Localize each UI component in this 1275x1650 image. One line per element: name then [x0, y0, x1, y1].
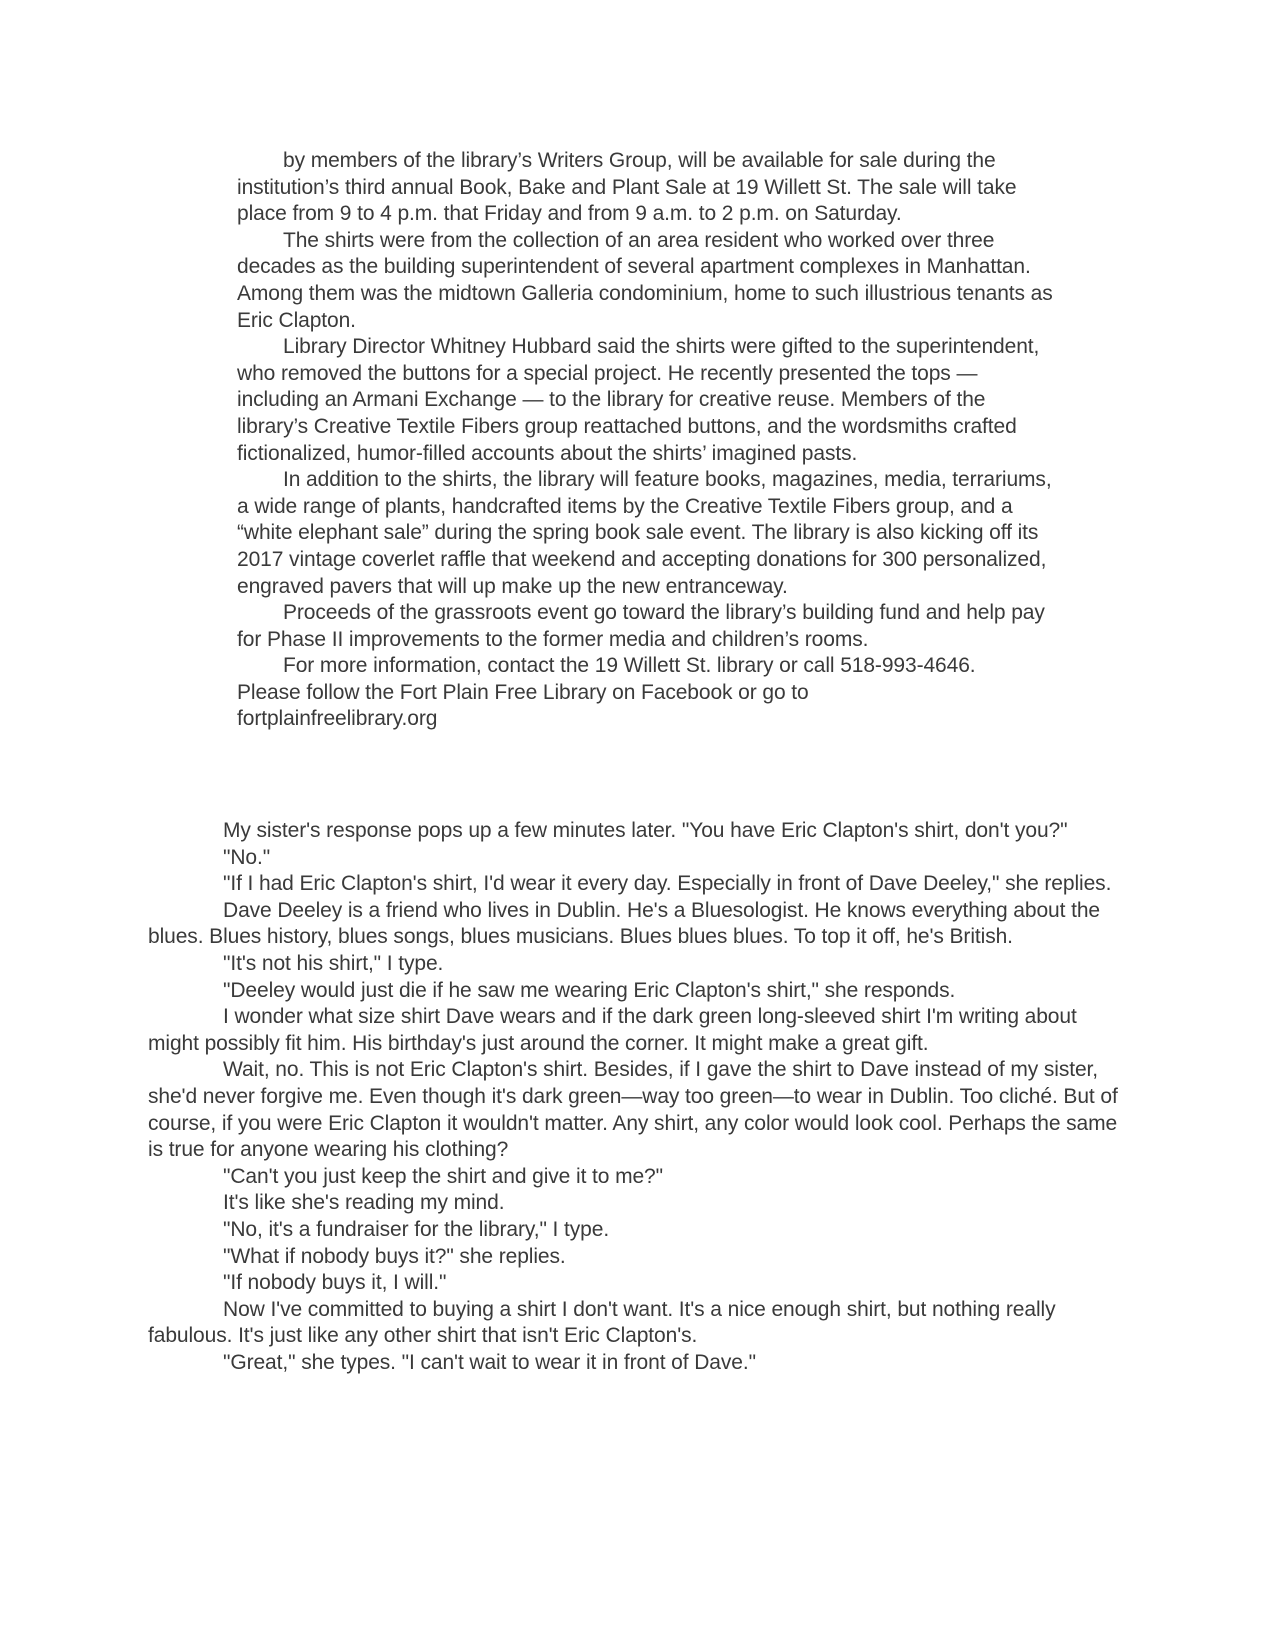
story-paragraph: Wait, no. This is not Eric Clapton's shirt. Besides, if I gave the shirt to Dave instead of my sister, she'd never forgive me. Even though it's dark green—way too green—to wear in Dublin. Too cliché. But of course, if you were Eric Clapton it wouldn't matter. Any shirt, any color would look cool. Perhaps the same is true for anyone wearing his clothing? — [148, 1058, 1118, 1162]
story-paragraph: My sister's response pops up a few minutes later. "You have Eric Clapton's shirt, don't you?" — [223, 819, 1068, 842]
article-paragraph: Proceeds of the grassroots event go toward the library’s building fund and help pay for Phase II improvements to the former media and children’s rooms. — [237, 601, 1045, 651]
story-paragraph: "If I had Eric Clapton's shirt, I'd wear it every day. Especially in front of Dave Deeley," she replies. — [223, 872, 1112, 896]
story-paragraph: "Deeley would just die if he saw me wearing Eric Clapton's shirt," she responds. — [223, 978, 956, 1002]
story-paragraph: Dave Deeley is a friend who lives in Dublin. He's a Bluesologist. He knows everything about the blues. Blues history, blues songs, blues musicians. Blues blues blues. To top it off, he's British. — [148, 898, 1100, 949]
story-paragraph: I wonder what size shirt Dave wears and if the dark green long-sleeved shirt I'm writing about might possibly fit him. His birthday's just around the corner. It might make a great gift. — [148, 1005, 1077, 1055]
news-article-excerpt — [237, 148, 1057, 733]
story-paragraph: "Can't you just keep the shirt and give it to me?" — [223, 1164, 663, 1188]
story-paragraph: "What if nobody buys it?" she replies. — [223, 1244, 566, 1268]
story-paragraph: "No, it's a fundraiser for the library," I type. — [223, 1217, 610, 1241]
article-website-line: fortplainfreelibrary.org — [237, 707, 438, 731]
article-paragraph: For more information, contact the 19 Willett St. library or call 518-993-4646. — [283, 654, 976, 678]
story-paragraph: "It's not his shirt," I type. — [223, 951, 444, 975]
article-paragraph: by members of the library’s Writers Group, will be available for sale during the institution’s third annual Book, Bake and Plant Sale at 19 Willett St. The sale will take place from 9 to 4 p.m. that Friday and from 9 a.m. to 2 p.m. on Saturday. — [237, 149, 1017, 226]
story-paragraph: "No." — [223, 845, 271, 869]
story-text — [148, 818, 1123, 1376]
article-paragraph: Library Director Whitney Hubbard said the shirts were gifted to the superintendent, who removed the buttons for a special project. He recently presented the tops — including an Armani Exchange — to the library for creative reuse. Members of the library’s Creative Textile Fibers group reattached buttons, and the wordsmiths crafted fictionalized, humor-filled accounts about the shirts’ imagined pasts. — [237, 335, 1040, 465]
article-paragraph: In addition to the shirts, the library will feature books, magazines, media, terrariums, a wide range of plants, handcrafted items by the Creative Textile Fibers group, and a “white elephant sale” during the spring book sale event. The library is also kicking off its 2017 vintage coverlet raffle that weekend and accepting donations for 300 personalized, engraved pavers that will up make up the new entranceway. — [237, 468, 1052, 598]
article-paragraph: The shirts were from the collection of an area resident who worked over three decades as the building superintendent of several apartment complexes in Manhattan. Among them was the midtown Galleria condominium, home to such illustrious tenants as Eric Clapton. — [237, 228, 1053, 332]
story-paragraph: Now I've committed to buying a shirt I don't want. It's a nice enough shirt, but nothing really fabulous. It's just like any other shirt that isn't Eric Clapton's. — [148, 1297, 1056, 1348]
story-paragraph: "If nobody buys it, I will." — [223, 1271, 447, 1295]
story-paragraph: "Great," she types. "I can't wait to wear it in front of Dave." — [223, 1350, 756, 1374]
story-paragraph: It's like she's reading my mind. — [223, 1191, 505, 1215]
article-closing-line: Please follow the Fort Plain Free Library on Facebook or go to — [237, 680, 809, 704]
